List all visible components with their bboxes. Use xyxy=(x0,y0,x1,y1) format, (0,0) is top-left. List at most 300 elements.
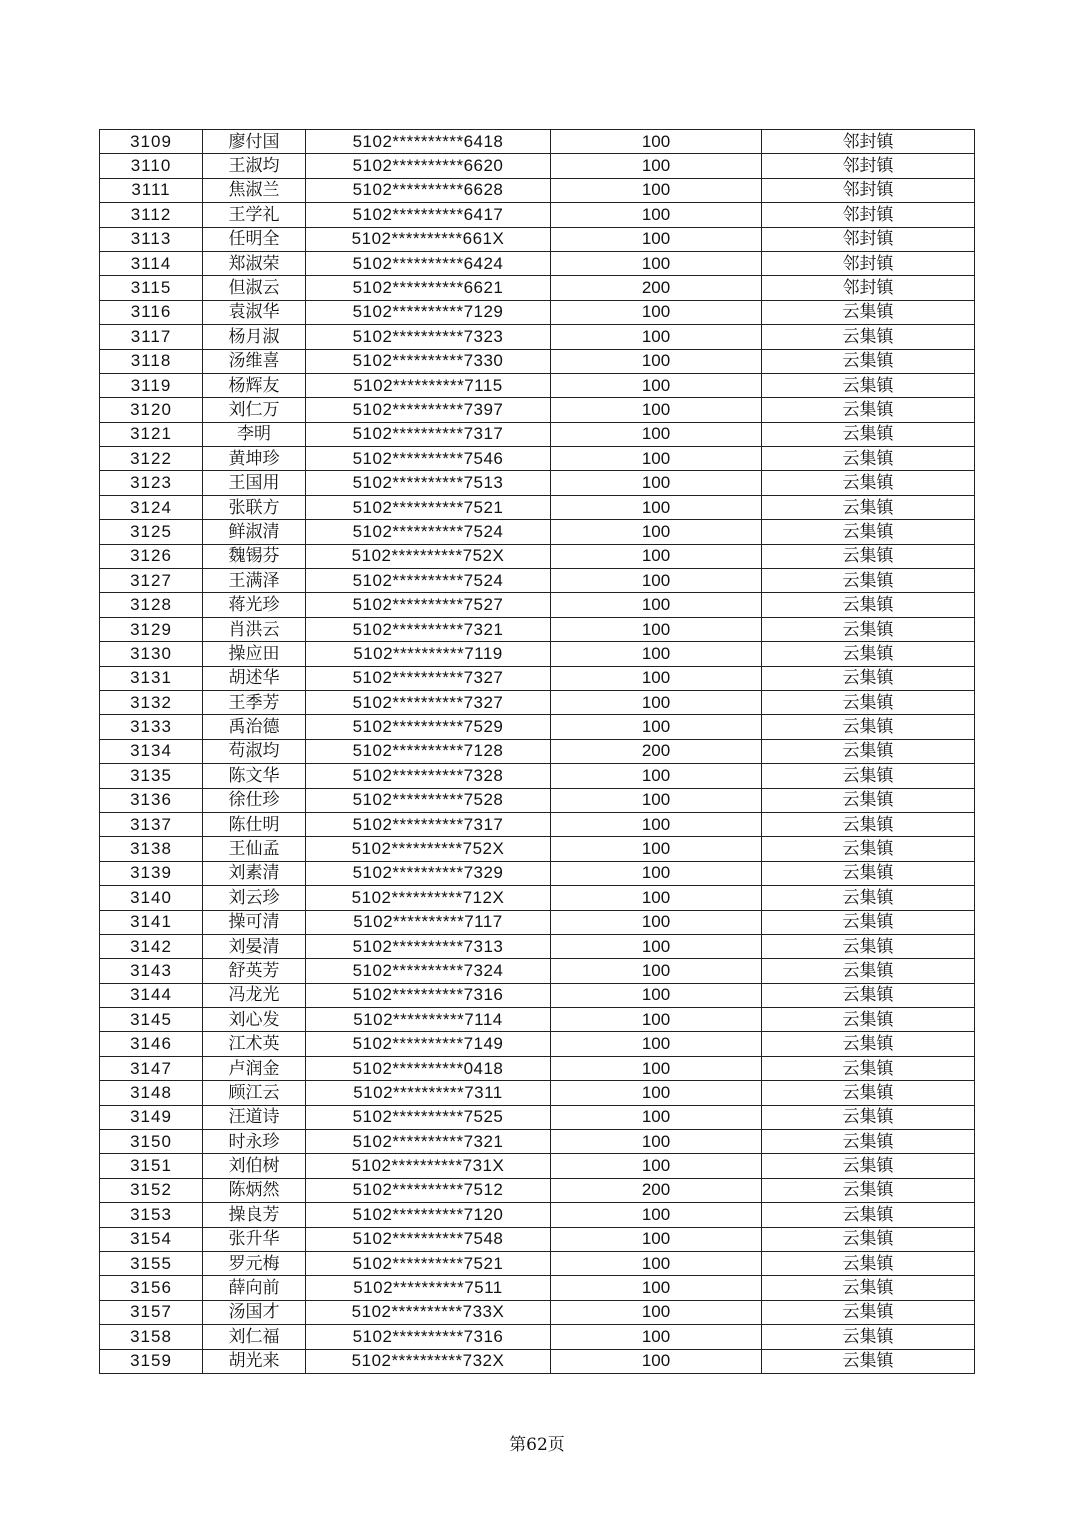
table-row xyxy=(100,1032,975,1056)
cell-amount: 100 xyxy=(551,690,762,714)
cell-id-number: 5102**********752X xyxy=(306,837,551,861)
table-row xyxy=(100,715,975,739)
cell-name: 焦淑兰 xyxy=(203,178,306,202)
cell-name: 刘仁福 xyxy=(203,1325,306,1349)
cell-amount: 100 xyxy=(551,130,762,154)
cell-amount: 100 xyxy=(551,983,762,1007)
cell-town: 云集镇 xyxy=(762,1178,975,1202)
cell-amount: 100 xyxy=(551,1227,762,1251)
cell-amount: 100 xyxy=(551,520,762,544)
cell-town: 邻封镇 xyxy=(762,178,975,202)
table-row xyxy=(100,495,975,519)
cell-id-number: 5102**********7324 xyxy=(306,959,551,983)
cell-name: 操良芳 xyxy=(203,1203,306,1227)
table-row xyxy=(100,276,975,300)
cell-town: 云集镇 xyxy=(762,812,975,836)
cell-name: 王季芳 xyxy=(203,690,306,714)
cell-id-number: 5102**********7546 xyxy=(306,447,551,471)
cell-seq-no: 3156 xyxy=(100,1276,203,1300)
cell-id-number: 5102**********7323 xyxy=(306,325,551,349)
cell-id-number: 5102**********7529 xyxy=(306,715,551,739)
cell-seq-no: 3139 xyxy=(100,861,203,885)
cell-id-number: 5102**********752X xyxy=(306,544,551,568)
cell-id-number: 5102**********7114 xyxy=(306,1008,551,1032)
cell-amount: 100 xyxy=(551,617,762,641)
cell-town: 云集镇 xyxy=(762,495,975,519)
cell-name: 时永珍 xyxy=(203,1130,306,1154)
table-row xyxy=(100,837,975,861)
cell-seq-no: 3152 xyxy=(100,1178,203,1202)
cell-town: 邻封镇 xyxy=(762,154,975,178)
cell-id-number: 5102**********7521 xyxy=(306,495,551,519)
cell-id-number: 5102**********7316 xyxy=(306,1325,551,1349)
page-number: 第62页 xyxy=(509,1435,565,1455)
cell-name: 陈文华 xyxy=(203,764,306,788)
cell-name: 郑淑荣 xyxy=(203,251,306,275)
cell-town: 云集镇 xyxy=(762,1325,975,1349)
cell-seq-no: 3147 xyxy=(100,1056,203,1080)
cell-name: 禹治德 xyxy=(203,715,306,739)
cell-town: 云集镇 xyxy=(762,690,975,714)
cell-town: 云集镇 xyxy=(762,1130,975,1154)
table-row xyxy=(100,593,975,617)
cell-id-number: 5102**********7327 xyxy=(306,666,551,690)
cell-seq-no: 3118 xyxy=(100,349,203,373)
cell-name: 操应田 xyxy=(203,642,306,666)
table-row xyxy=(100,764,975,788)
cell-name: 魏锡芬 xyxy=(203,544,306,568)
cell-seq-no: 3151 xyxy=(100,1154,203,1178)
cell-name: 汤国才 xyxy=(203,1300,306,1324)
cell-seq-no: 3135 xyxy=(100,764,203,788)
table-row xyxy=(100,1056,975,1080)
cell-amount: 100 xyxy=(551,642,762,666)
cell-id-number: 5102**********733X xyxy=(306,1300,551,1324)
cell-town: 云集镇 xyxy=(762,837,975,861)
cell-id-number: 5102**********0418 xyxy=(306,1056,551,1080)
cell-town: 云集镇 xyxy=(762,764,975,788)
cell-id-number: 5102**********7316 xyxy=(306,983,551,1007)
cell-town: 云集镇 xyxy=(762,593,975,617)
table-row xyxy=(100,447,975,471)
table-row xyxy=(100,1178,975,1202)
roster-table xyxy=(99,129,975,1374)
table-row xyxy=(100,325,975,349)
cell-id-number: 5102**********7524 xyxy=(306,520,551,544)
cell-name: 王满泽 xyxy=(203,569,306,593)
cell-seq-no: 3131 xyxy=(100,666,203,690)
cell-seq-no: 3148 xyxy=(100,1081,203,1105)
cell-id-number: 5102**********6417 xyxy=(306,203,551,227)
cell-seq-no: 3117 xyxy=(100,325,203,349)
cell-amount: 100 xyxy=(551,1056,762,1080)
cell-amount: 100 xyxy=(551,544,762,568)
cell-id-number: 5102**********7521 xyxy=(306,1251,551,1275)
cell-amount: 100 xyxy=(551,1105,762,1129)
cell-id-number: 5102**********7115 xyxy=(306,373,551,397)
cell-seq-no: 3112 xyxy=(100,203,203,227)
cell-amount: 100 xyxy=(551,593,762,617)
cell-name: 汤维喜 xyxy=(203,349,306,373)
cell-seq-no: 3127 xyxy=(100,569,203,593)
table-row xyxy=(100,1276,975,1300)
cell-town: 云集镇 xyxy=(762,1081,975,1105)
cell-name: 张升华 xyxy=(203,1227,306,1251)
cell-id-number: 5102**********7328 xyxy=(306,764,551,788)
table-row xyxy=(100,886,975,910)
cell-name: 蒋光珍 xyxy=(203,593,306,617)
cell-amount: 100 xyxy=(551,1081,762,1105)
cell-seq-no: 3137 xyxy=(100,812,203,836)
cell-amount: 100 xyxy=(551,227,762,251)
cell-amount: 100 xyxy=(551,422,762,446)
cell-amount: 100 xyxy=(551,934,762,958)
cell-name: 江术英 xyxy=(203,1032,306,1056)
cell-id-number: 5102**********732X xyxy=(306,1349,551,1373)
cell-amount: 100 xyxy=(551,349,762,373)
cell-town: 云集镇 xyxy=(762,349,975,373)
cell-seq-no: 3134 xyxy=(100,739,203,763)
cell-town: 云集镇 xyxy=(762,1203,975,1227)
cell-amount: 100 xyxy=(551,325,762,349)
roster-table-body xyxy=(100,130,975,1374)
table-row xyxy=(100,788,975,812)
cell-seq-no: 3140 xyxy=(100,886,203,910)
cell-name: 袁淑华 xyxy=(203,300,306,324)
cell-name: 刘晏清 xyxy=(203,934,306,958)
cell-id-number: 5102**********7311 xyxy=(306,1081,551,1105)
cell-seq-no: 3116 xyxy=(100,300,203,324)
cell-town: 云集镇 xyxy=(762,1227,975,1251)
cell-town: 邻封镇 xyxy=(762,251,975,275)
cell-town: 云集镇 xyxy=(762,544,975,568)
cell-name: 卢润金 xyxy=(203,1056,306,1080)
cell-name: 操可清 xyxy=(203,910,306,934)
cell-amount: 100 xyxy=(551,861,762,885)
cell-id-number: 5102**********6620 xyxy=(306,154,551,178)
table-row xyxy=(100,178,975,202)
table-row xyxy=(100,544,975,568)
cell-town: 云集镇 xyxy=(762,666,975,690)
cell-town: 云集镇 xyxy=(762,1105,975,1129)
table-row xyxy=(100,1227,975,1251)
cell-town: 云集镇 xyxy=(762,1349,975,1373)
cell-id-number: 5102**********7512 xyxy=(306,1178,551,1202)
cell-town: 云集镇 xyxy=(762,520,975,544)
cell-amount: 100 xyxy=(551,471,762,495)
cell-id-number: 5102**********7117 xyxy=(306,910,551,934)
cell-id-number: 5102**********7524 xyxy=(306,569,551,593)
cell-name: 胡述华 xyxy=(203,666,306,690)
cell-name: 肖洪云 xyxy=(203,617,306,641)
cell-amount: 100 xyxy=(551,495,762,519)
table-row xyxy=(100,422,975,446)
cell-name: 廖付国 xyxy=(203,130,306,154)
cell-amount: 100 xyxy=(551,154,762,178)
cell-name: 徐仕珍 xyxy=(203,788,306,812)
cell-name: 任明全 xyxy=(203,227,306,251)
cell-id-number: 5102**********7321 xyxy=(306,1130,551,1154)
table-row xyxy=(100,1251,975,1275)
cell-name: 刘素清 xyxy=(203,861,306,885)
cell-name: 张联方 xyxy=(203,495,306,519)
table-row xyxy=(100,739,975,763)
cell-id-number: 5102**********7317 xyxy=(306,422,551,446)
cell-amount: 100 xyxy=(551,203,762,227)
cell-town: 云集镇 xyxy=(762,471,975,495)
cell-seq-no: 3142 xyxy=(100,934,203,958)
table-row xyxy=(100,642,975,666)
cell-name: 刘云珍 xyxy=(203,886,306,910)
cell-name: 王学礼 xyxy=(203,203,306,227)
cell-seq-no: 3143 xyxy=(100,959,203,983)
cell-seq-no: 3145 xyxy=(100,1008,203,1032)
table-row xyxy=(100,1105,975,1129)
cell-amount: 100 xyxy=(551,398,762,422)
table-row xyxy=(100,1130,975,1154)
cell-amount: 100 xyxy=(551,1349,762,1373)
cell-id-number: 5102**********7313 xyxy=(306,934,551,958)
cell-amount: 100 xyxy=(551,666,762,690)
cell-name: 汪道诗 xyxy=(203,1105,306,1129)
cell-name: 鲜淑清 xyxy=(203,520,306,544)
cell-name: 冯龙光 xyxy=(203,983,306,1007)
cell-id-number: 5102**********6424 xyxy=(306,251,551,275)
cell-amount: 100 xyxy=(551,715,762,739)
cell-seq-no: 3157 xyxy=(100,1300,203,1324)
cell-seq-no: 3133 xyxy=(100,715,203,739)
cell-id-number: 5102**********661X xyxy=(306,227,551,251)
cell-seq-no: 3109 xyxy=(100,130,203,154)
cell-seq-no: 3150 xyxy=(100,1130,203,1154)
table-row xyxy=(100,983,975,1007)
cell-id-number: 5102**********7317 xyxy=(306,812,551,836)
cell-name: 刘心发 xyxy=(203,1008,306,1032)
table-row xyxy=(100,569,975,593)
cell-amount: 100 xyxy=(551,373,762,397)
cell-amount: 100 xyxy=(551,1008,762,1032)
cell-seq-no: 3146 xyxy=(100,1032,203,1056)
table-row xyxy=(100,1300,975,1324)
cell-seq-no: 3154 xyxy=(100,1227,203,1251)
cell-town: 云集镇 xyxy=(762,325,975,349)
cell-town: 云集镇 xyxy=(762,617,975,641)
table-row xyxy=(100,1008,975,1032)
cell-name: 黄坤珍 xyxy=(203,447,306,471)
cell-id-number: 5102**********7129 xyxy=(306,300,551,324)
cell-town: 邻封镇 xyxy=(762,227,975,251)
cell-id-number: 5102**********7525 xyxy=(306,1105,551,1129)
cell-seq-no: 3119 xyxy=(100,373,203,397)
cell-id-number: 5102**********7321 xyxy=(306,617,551,641)
cell-name: 杨月淑 xyxy=(203,325,306,349)
cell-seq-no: 3126 xyxy=(100,544,203,568)
table-row xyxy=(100,959,975,983)
cell-town: 云集镇 xyxy=(762,910,975,934)
cell-name: 胡光来 xyxy=(203,1349,306,1373)
cell-town: 云集镇 xyxy=(762,1276,975,1300)
cell-town: 云集镇 xyxy=(762,1008,975,1032)
table-row xyxy=(100,1154,975,1178)
table-row xyxy=(100,227,975,251)
cell-name: 薛向前 xyxy=(203,1276,306,1300)
cell-name: 罗元梅 xyxy=(203,1251,306,1275)
cell-id-number: 5102**********7330 xyxy=(306,349,551,373)
table-row xyxy=(100,398,975,422)
table-row xyxy=(100,154,975,178)
cell-name: 刘伯树 xyxy=(203,1154,306,1178)
cell-town: 云集镇 xyxy=(762,1300,975,1324)
table-row xyxy=(100,617,975,641)
cell-name: 舒英芳 xyxy=(203,959,306,983)
cell-town: 云集镇 xyxy=(762,715,975,739)
cell-town: 云集镇 xyxy=(762,569,975,593)
cell-name: 刘仁万 xyxy=(203,398,306,422)
cell-name: 顾江云 xyxy=(203,1081,306,1105)
cell-id-number: 5102**********7128 xyxy=(306,739,551,763)
table-row xyxy=(100,690,975,714)
cell-seq-no: 3130 xyxy=(100,642,203,666)
cell-seq-no: 3114 xyxy=(100,251,203,275)
cell-id-number: 5102**********7527 xyxy=(306,593,551,617)
cell-amount: 100 xyxy=(551,300,762,324)
cell-seq-no: 3115 xyxy=(100,276,203,300)
cell-seq-no: 3128 xyxy=(100,593,203,617)
table-row xyxy=(100,861,975,885)
cell-id-number: 5102**********7329 xyxy=(306,861,551,885)
table-row xyxy=(100,373,975,397)
table-row xyxy=(100,812,975,836)
table-row xyxy=(100,1203,975,1227)
cell-amount: 100 xyxy=(551,1203,762,1227)
cell-town: 云集镇 xyxy=(762,1251,975,1275)
cell-name: 但淑云 xyxy=(203,276,306,300)
cell-amount: 100 xyxy=(551,1032,762,1056)
cell-seq-no: 3122 xyxy=(100,447,203,471)
cell-town: 云集镇 xyxy=(762,934,975,958)
cell-id-number: 5102**********7119 xyxy=(306,642,551,666)
cell-name: 陈仕明 xyxy=(203,812,306,836)
table-row xyxy=(100,349,975,373)
cell-seq-no: 3144 xyxy=(100,983,203,1007)
cell-amount: 100 xyxy=(551,959,762,983)
cell-town: 云集镇 xyxy=(762,886,975,910)
cell-town: 云集镇 xyxy=(762,739,975,763)
cell-town: 云集镇 xyxy=(762,861,975,885)
cell-seq-no: 3124 xyxy=(100,495,203,519)
cell-seq-no: 3138 xyxy=(100,837,203,861)
table-row xyxy=(100,1349,975,1373)
cell-id-number: 5102**********7548 xyxy=(306,1227,551,1251)
cell-amount: 100 xyxy=(551,837,762,861)
cell-seq-no: 3149 xyxy=(100,1105,203,1129)
cell-amount: 100 xyxy=(551,1276,762,1300)
cell-id-number: 5102**********7513 xyxy=(306,471,551,495)
cell-seq-no: 3141 xyxy=(100,910,203,934)
cell-amount: 100 xyxy=(551,1154,762,1178)
cell-seq-no: 3123 xyxy=(100,471,203,495)
cell-amount: 100 xyxy=(551,1130,762,1154)
cell-id-number: 5102**********7528 xyxy=(306,788,551,812)
cell-town: 云集镇 xyxy=(762,447,975,471)
table-row xyxy=(100,300,975,324)
cell-amount: 100 xyxy=(551,886,762,910)
cell-seq-no: 3136 xyxy=(100,788,203,812)
cell-name: 李明 xyxy=(203,422,306,446)
table-row xyxy=(100,934,975,958)
cell-seq-no: 3132 xyxy=(100,690,203,714)
cell-name: 王国用 xyxy=(203,471,306,495)
cell-amount: 100 xyxy=(551,447,762,471)
cell-name: 王淑均 xyxy=(203,154,306,178)
cell-id-number: 5102**********7149 xyxy=(306,1032,551,1056)
cell-town: 云集镇 xyxy=(762,398,975,422)
cell-amount: 100 xyxy=(551,764,762,788)
cell-amount: 100 xyxy=(551,251,762,275)
cell-name: 苟淑均 xyxy=(203,739,306,763)
table-row xyxy=(100,203,975,227)
cell-town: 云集镇 xyxy=(762,1056,975,1080)
cell-id-number: 5102**********7120 xyxy=(306,1203,551,1227)
cell-amount: 100 xyxy=(551,812,762,836)
cell-id-number: 5102**********6628 xyxy=(306,178,551,202)
table-row xyxy=(100,666,975,690)
cell-town: 云集镇 xyxy=(762,959,975,983)
table-row xyxy=(100,130,975,154)
cell-seq-no: 3111 xyxy=(100,178,203,202)
cell-amount: 100 xyxy=(551,1325,762,1349)
cell-amount: 100 xyxy=(551,178,762,202)
cell-seq-no: 3158 xyxy=(100,1325,203,1349)
cell-id-number: 5102**********7397 xyxy=(306,398,551,422)
cell-id-number: 5102**********712X xyxy=(306,886,551,910)
cell-name: 陈炳然 xyxy=(203,1178,306,1202)
cell-id-number: 5102**********7327 xyxy=(306,690,551,714)
cell-id-number: 5102**********731X xyxy=(306,1154,551,1178)
cell-town: 云集镇 xyxy=(762,300,975,324)
cell-town: 云集镇 xyxy=(762,1032,975,1056)
cell-town: 云集镇 xyxy=(762,1154,975,1178)
cell-seq-no: 3120 xyxy=(100,398,203,422)
cell-town: 云集镇 xyxy=(762,642,975,666)
cell-amount: 200 xyxy=(551,1178,762,1202)
table-row xyxy=(100,251,975,275)
cell-seq-no: 3153 xyxy=(100,1203,203,1227)
cell-town: 云集镇 xyxy=(762,422,975,446)
cell-amount: 200 xyxy=(551,276,762,300)
cell-town: 云集镇 xyxy=(762,373,975,397)
cell-name: 王仙孟 xyxy=(203,837,306,861)
cell-amount: 100 xyxy=(551,1300,762,1324)
cell-town: 邻封镇 xyxy=(762,203,975,227)
table-row xyxy=(100,1081,975,1105)
cell-id-number: 5102**********6418 xyxy=(306,130,551,154)
roster-table-container xyxy=(99,129,974,1374)
cell-seq-no: 3121 xyxy=(100,422,203,446)
cell-amount: 100 xyxy=(551,910,762,934)
cell-id-number: 5102**********7511 xyxy=(306,1276,551,1300)
table-row xyxy=(100,910,975,934)
table-row xyxy=(100,471,975,495)
cell-seq-no: 3113 xyxy=(100,227,203,251)
cell-town: 邻封镇 xyxy=(762,130,975,154)
cell-seq-no: 3129 xyxy=(100,617,203,641)
cell-seq-no: 3159 xyxy=(100,1349,203,1373)
table-row xyxy=(100,520,975,544)
cell-id-number: 5102**********6621 xyxy=(306,276,551,300)
cell-town: 云集镇 xyxy=(762,788,975,812)
cell-seq-no: 3125 xyxy=(100,520,203,544)
